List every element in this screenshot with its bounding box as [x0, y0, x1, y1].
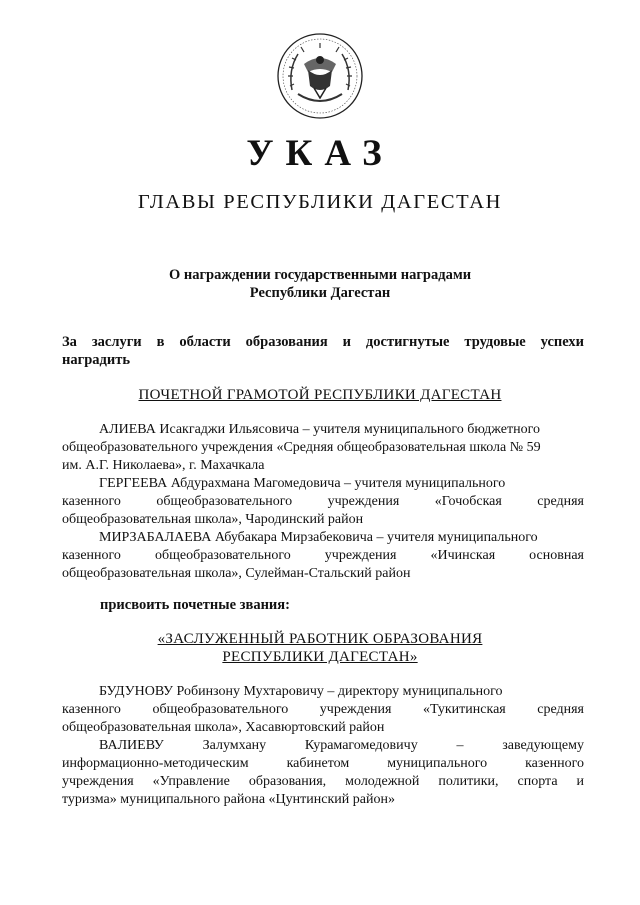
- recipient-entry: [62, 421, 584, 475]
- recipient-line: БУДУНОВУ Робинзону Мухтаровичу – директору муниципального: [99, 684, 503, 699]
- recipient-line: МИРЗАБАЛАЕВА Абубакара Мирзабековича – учителя муниципального: [99, 530, 538, 545]
- document-issuer: ГЛАВЫ РЕСПУБЛИКИ ДАГЕСТАН: [137, 191, 503, 213]
- recipient-entry: [62, 683, 584, 737]
- recipient-line: туризма» муниципального района «Цунтинский район»: [62, 792, 395, 807]
- document-subject: [0, 266, 640, 302]
- award-title-line: РЕСПУБЛИКИ ДАГЕСТАН»: [222, 649, 418, 665]
- coat-of-arms-emblem: [274, 30, 366, 122]
- recipient-entry: [62, 737, 584, 809]
- award-title-line: «ЗАСЛУЖЕННЫЙ РАБОТНИК ОБРАЗОВАНИЯ: [157, 631, 483, 647]
- recipient-line: казенного общеобразовательного учреждения «Тукитинская средняя: [62, 702, 584, 717]
- preamble-line: За заслуги в области образования и достигнутые трудовые успехи: [62, 334, 584, 350]
- recipient-line: общеобразовательного учреждения «Средняя общеобразовательная школа № 59: [62, 440, 541, 455]
- preamble-line: наградить: [62, 352, 130, 368]
- recipient-list: [62, 421, 584, 583]
- preamble: [62, 333, 584, 369]
- subject-line: О награждении государственными наградами: [168, 267, 472, 283]
- award-title: ПОЧЕТНОЙ ГРАМОТОЙ РЕСПУБЛИКИ ДАГЕСТАН: [138, 387, 502, 403]
- document-type-title: УКАЗ: [246, 133, 394, 174]
- recipient-line: им. А.Г. Николаева», г. Махачкала: [62, 458, 265, 473]
- recipient-line: ГЕРГЕЕВА Абдурахмана Магомедовича – учителя муниципального: [99, 476, 506, 491]
- recipient-line: общеобразовательная школа», Хасавюртовский район: [62, 720, 385, 735]
- award-title: [0, 630, 640, 666]
- sub-action-heading: присвоить почетные звания:: [100, 597, 290, 613]
- recipient-list: [62, 683, 584, 809]
- recipient-line: общеобразовательная школа», Чародинский район: [62, 512, 364, 527]
- recipient-entry: [62, 529, 584, 583]
- recipient-line: казенного общеобразовательного учреждения «Ичинская основная: [62, 548, 584, 563]
- recipient-line: ВАЛИЕВУ Залумхану Курамагомедовичу – заведующему: [99, 738, 584, 753]
- recipient-line: казенного общеобразовательного учреждения «Гочобская средняя: [62, 494, 584, 509]
- recipient-line: учреждения «Управление образования, молодежной политики, спорта и: [62, 774, 584, 789]
- recipient-line: общеобразовательная школа», Сулейман-Стальский район: [62, 566, 411, 581]
- recipient-line: АЛИЕВА Исакгаджи Ильясовича – учителя муниципального бюджетного: [99, 422, 540, 437]
- subject-line: Республики Дагестан: [249, 285, 391, 301]
- recipient-entry: [62, 475, 584, 529]
- recipient-line: информационно-методическим кабинетом муниципального казенного: [62, 756, 584, 771]
